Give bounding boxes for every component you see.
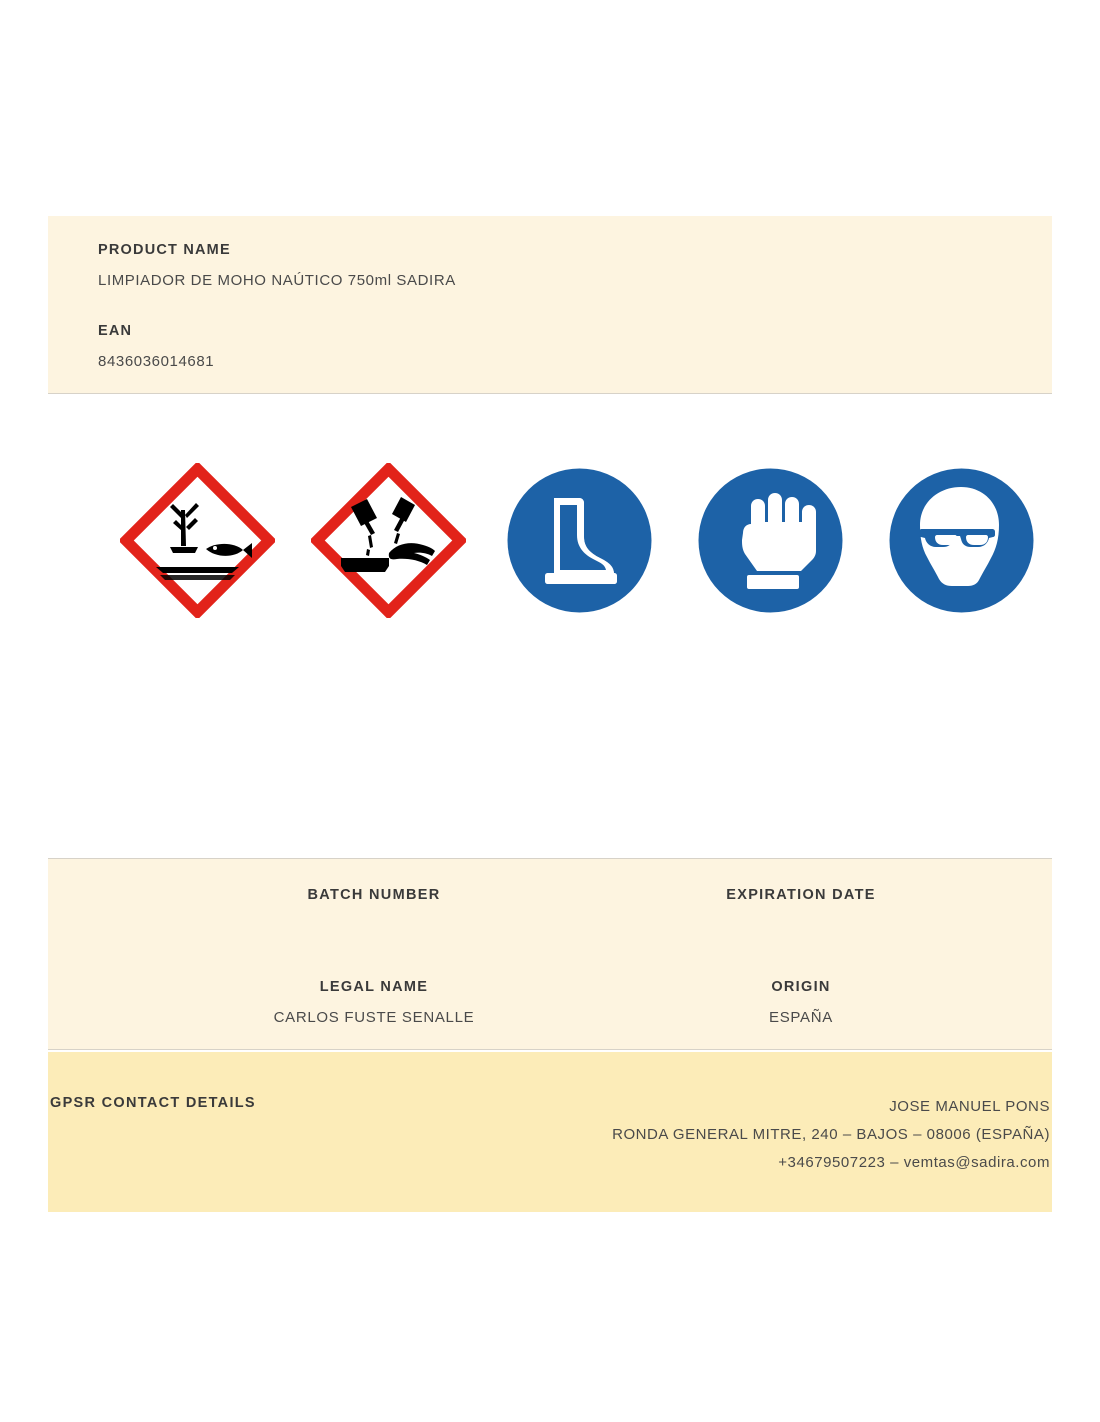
gpsr-contact-phone-email: +34679507223 – vemtas@sadira.com bbox=[778, 1154, 1050, 1171]
gpsr-contact-details bbox=[350, 1093, 1050, 1177]
batch-number-label: BATCH NUMBER bbox=[307, 887, 441, 903]
eye-protection-icon bbox=[884, 463, 1039, 618]
product-info-block bbox=[48, 216, 1052, 394]
gpsr-contact-address: RONDA GENERAL MITRE, 240 – BAJOS – 08006 (ESPAÑA) bbox=[612, 1126, 1050, 1143]
product-name-value: LIMPIADOR DE MOHO NAÚTICO 750ml SADIRA bbox=[98, 272, 456, 289]
product-name-label: PRODUCT NAME bbox=[98, 242, 231, 258]
batch-legal-info-block bbox=[48, 858, 1052, 1050]
legal-name-value: CARLOS FUSTE SENALLE bbox=[273, 1009, 475, 1026]
protective-gloves-icon bbox=[693, 463, 848, 618]
batch-number-cell bbox=[48, 887, 550, 917]
origin-label: ORIGIN bbox=[771, 979, 831, 995]
gpsr-contact-name: JOSE MANUEL PONS bbox=[889, 1098, 1050, 1115]
expiration-date-label: EXPIRATION DATE bbox=[726, 887, 876, 903]
origin-cell bbox=[550, 979, 1052, 1026]
gpsr-contact-label: GPSR CONTACT DETAILS bbox=[50, 1095, 256, 1111]
info-row-batch bbox=[48, 859, 1052, 917]
legal-name-cell bbox=[48, 979, 550, 1026]
ean-label: EAN bbox=[98, 323, 133, 339]
legal-name-label: LEGAL NAME bbox=[319, 979, 429, 995]
ean-value: 8436036014681 bbox=[98, 353, 215, 370]
pictogram-row bbox=[48, 440, 1052, 640]
ghs-environmental-hazard-icon bbox=[120, 463, 275, 618]
info-row-legal bbox=[48, 917, 1052, 1026]
safety-boots-icon bbox=[502, 463, 657, 618]
origin-value: ESPAÑA bbox=[769, 1009, 833, 1026]
ghs-corrosion-icon bbox=[311, 463, 466, 618]
expiration-date-cell bbox=[550, 887, 1052, 917]
